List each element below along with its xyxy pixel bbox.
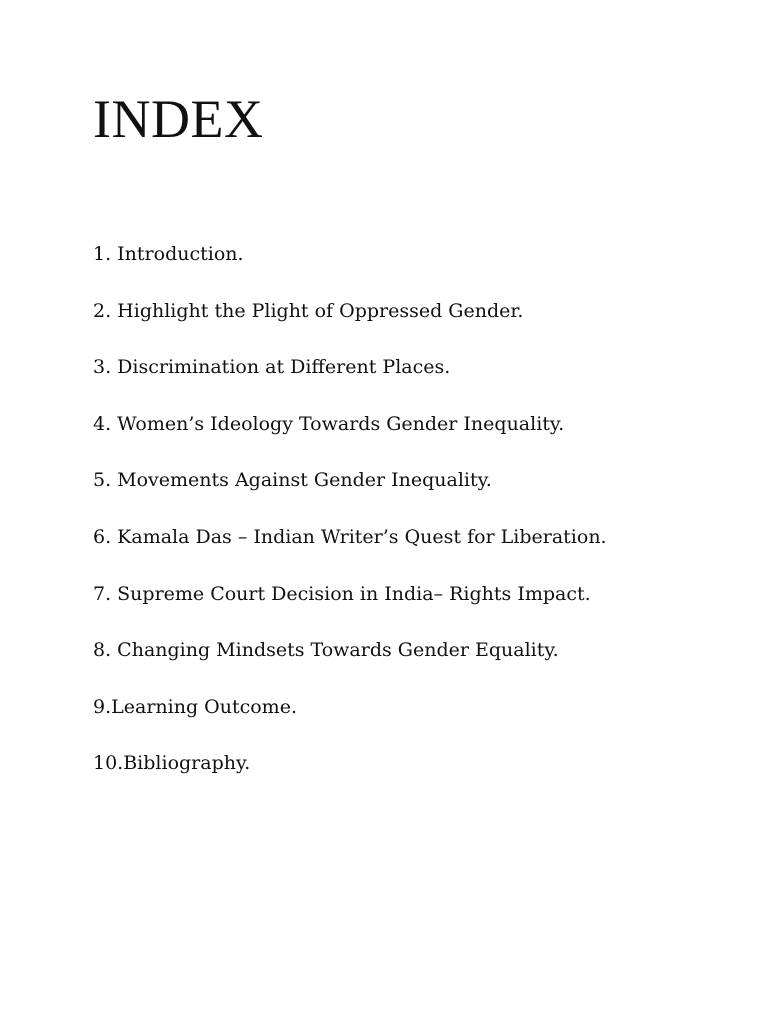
index-item-kamala-das: 6. Kamala Das – Indian Writer’s Quest for Liberation. [93, 525, 607, 548]
index-item-movements: 5. Movements Against Gender Inequality. [93, 469, 492, 492]
index-list [93, 238, 607, 804]
index-item-plight-of-oppressed-gender: 2. Highlight the Plight of Oppressed Gender. [93, 299, 524, 322]
index-item-supreme-court: 7. Supreme Court Decision in India– Rights Impact. [93, 582, 591, 605]
index-item-bibliography: 10.Bibliography. [93, 752, 251, 775]
index-item-learning-outcome: 9.Learning Outcome. [93, 695, 297, 718]
index-item-changing-mindsets: 8. Changing Mindsets Towards Gender Equality. [93, 639, 559, 662]
index-item-introduction: 1. Introduction. [93, 243, 244, 265]
index-item-womens-ideology: 4. Women’s Ideology Towards Gender Inequality. [93, 412, 565, 435]
page-title: INDEX [93, 89, 264, 149]
index-item-discrimination: 3. Discrimination at Different Places. [93, 356, 451, 379]
